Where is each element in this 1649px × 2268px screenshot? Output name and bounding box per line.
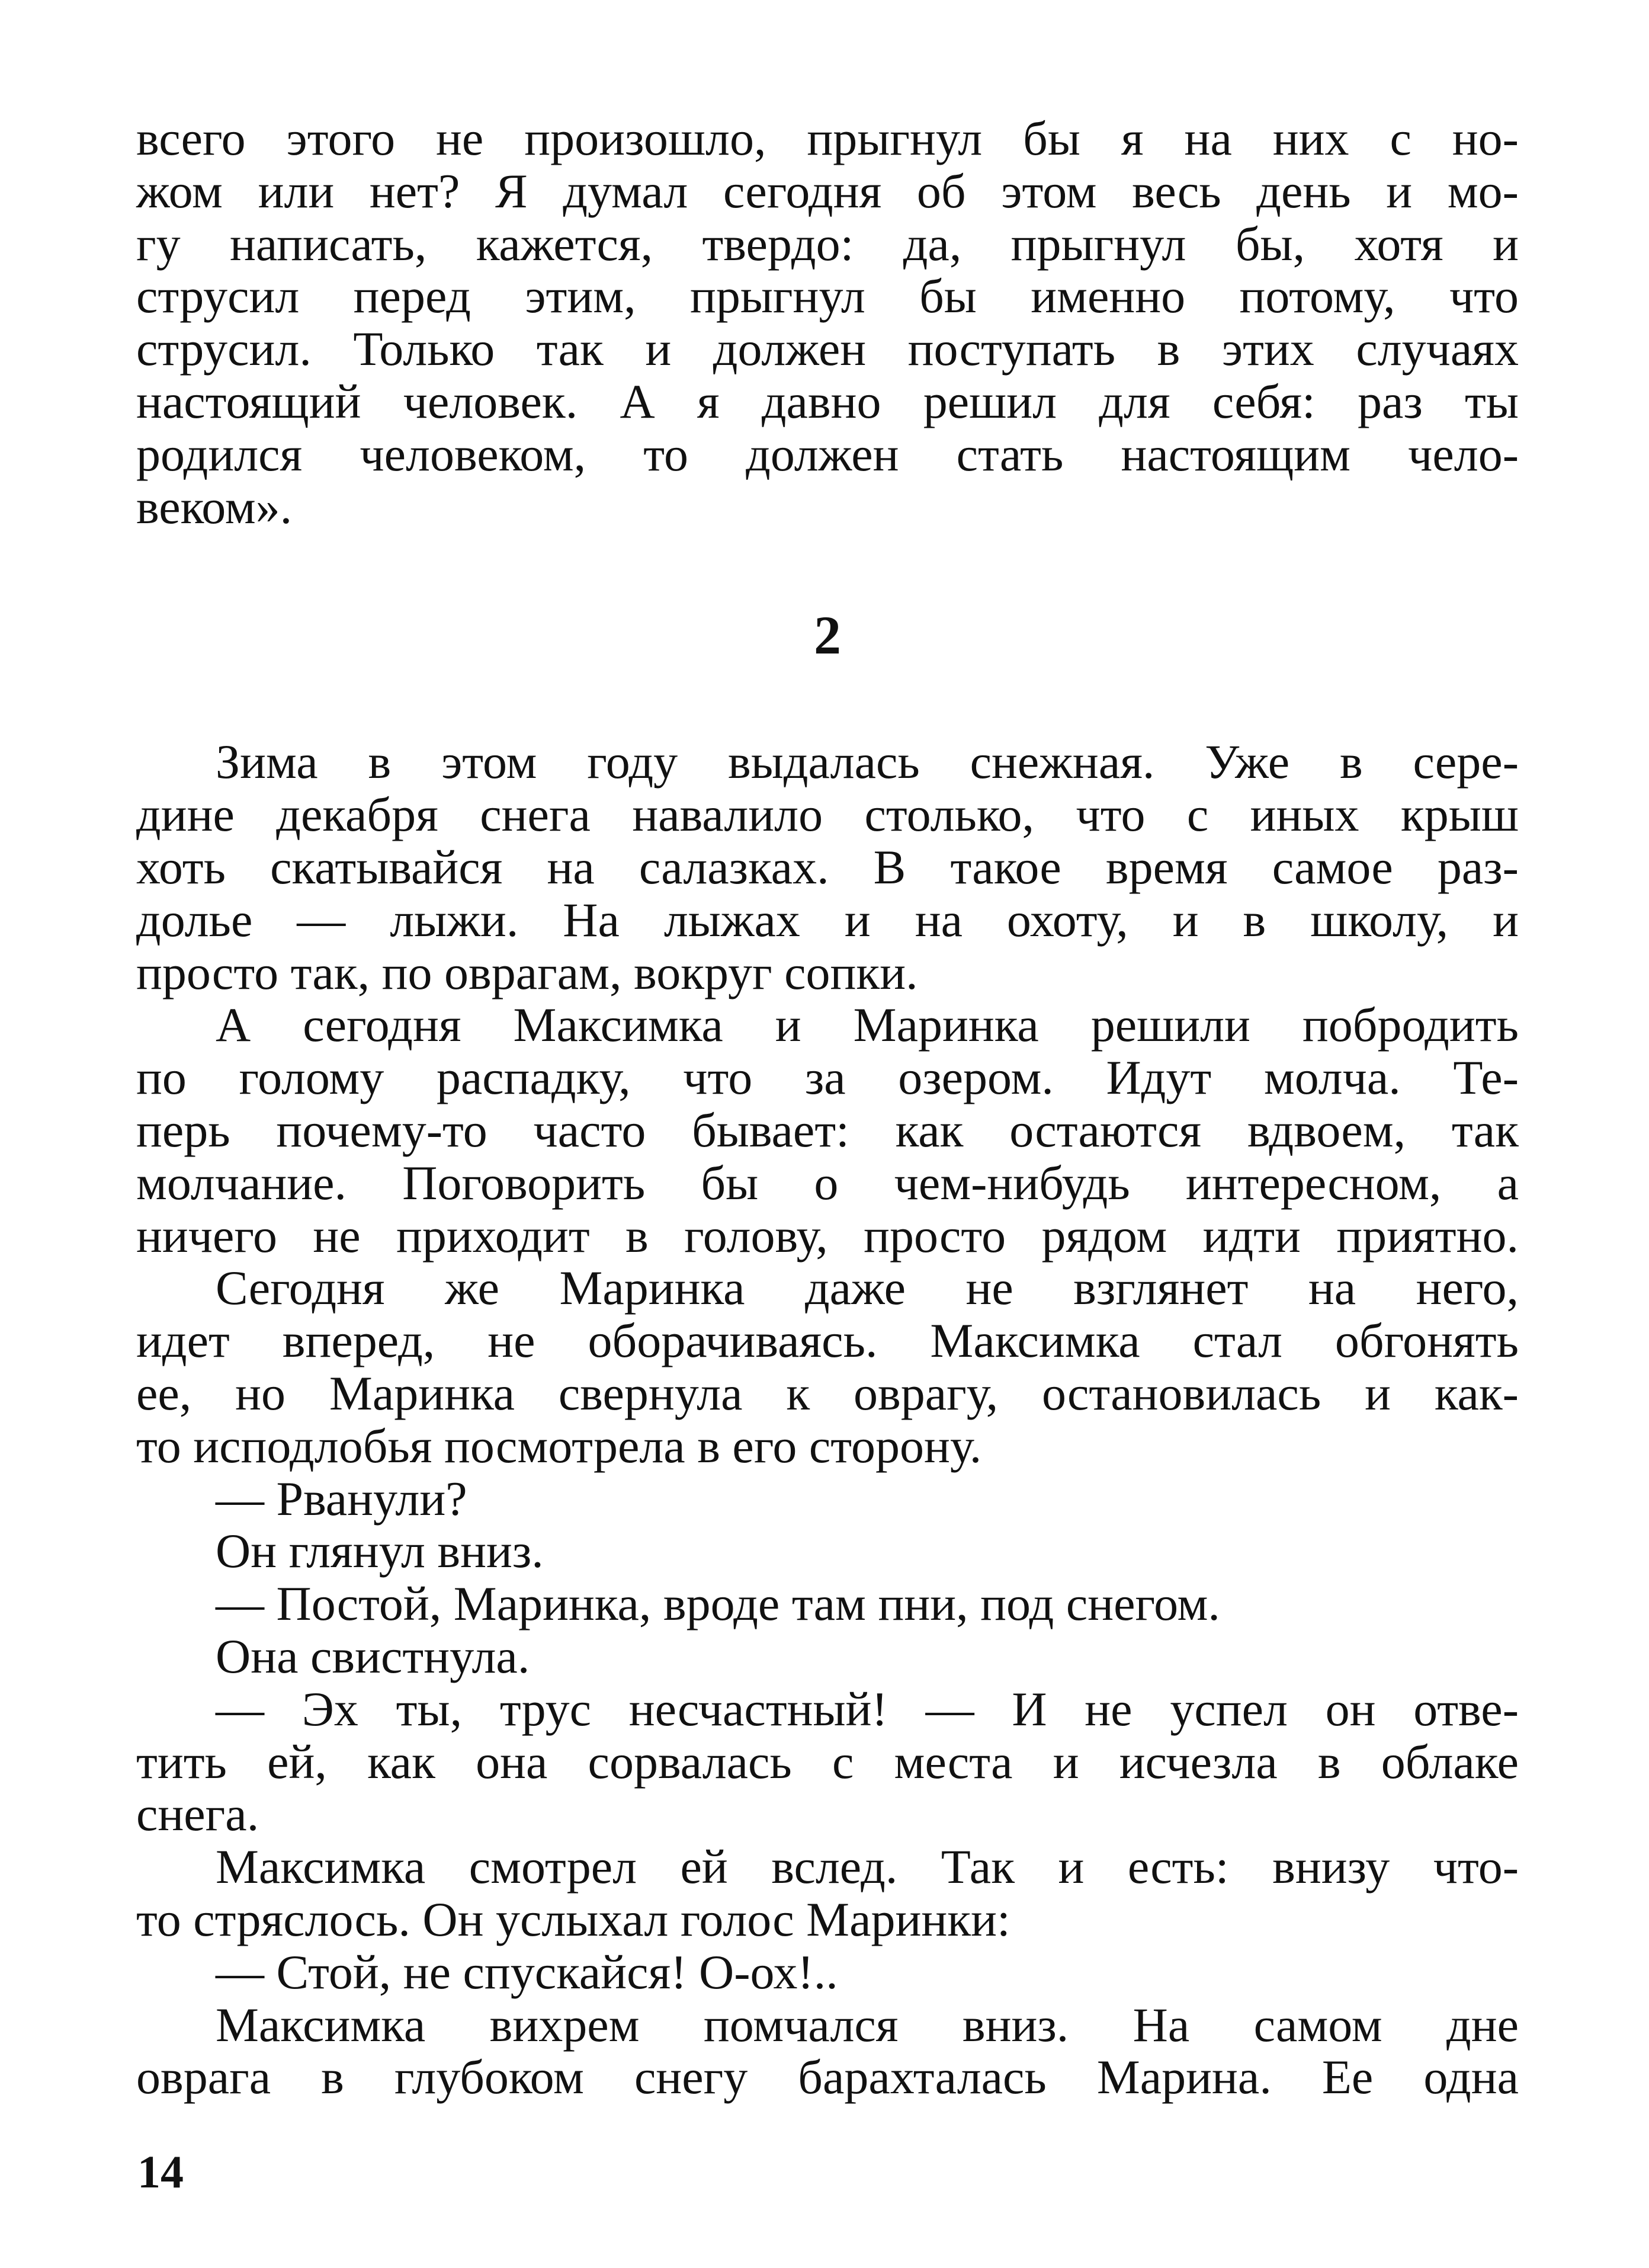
text-line: перь почему-то часто бывает: как остаются вдвоем, так xyxy=(136,1103,1519,1157)
text-line: настоящий человек. А я давно решил для себя: раз ты xyxy=(136,374,1519,428)
chapter-number: 2 xyxy=(814,605,841,666)
text-line: снега. xyxy=(136,1787,259,1841)
text-line: по голому распадку, что за озером. Идут молча. Те- xyxy=(136,1050,1519,1105)
text-line: Максимка смотрел ей вслед. Так и есть: внизу что- xyxy=(216,1840,1519,1894)
text-line: ничего не приходит в голову, просто рядом идти приятно. xyxy=(136,1208,1519,1263)
paragraph xyxy=(136,1841,1519,1946)
text-line: всего этого не произошло, прыгнул бы я на них с но- xyxy=(136,111,1519,165)
text-line: Он глянул вниз. xyxy=(216,1524,544,1578)
text-line: жом или нет? Я думал сегодня об этом весь день и мо- xyxy=(136,164,1519,218)
paragraph xyxy=(136,1630,1519,1683)
text-line: молчание. Поговорить бы о чем-нибудь интересном, а xyxy=(136,1155,1519,1210)
text-line: Она свистнула. xyxy=(216,1629,530,1683)
text-line: идет вперед, не оборачиваясь. Максимка стал обгонять xyxy=(136,1314,1519,1368)
page-text xyxy=(136,113,1519,2104)
dialogue-line xyxy=(136,1578,1519,1630)
text-line: Зима в этом году выдалась снежная. Уже в сере- xyxy=(216,735,1519,789)
text-line: струсил. Только так и должен поступать в этих случаях xyxy=(136,322,1519,376)
dialogue-line xyxy=(136,1946,1519,1999)
text-line: струсил перед этим, прыгнул бы именно потому, что xyxy=(136,269,1519,323)
paragraph xyxy=(136,736,1519,999)
text-line: родился человеком, то должен стать настоящим чело- xyxy=(136,427,1519,481)
text-line: Максимка вихрем помчался вниз. На самом дне xyxy=(216,1997,1519,2052)
text-line: — Постой, Маринка, вроде там пни, под снегом. xyxy=(216,1577,1220,1631)
text-line: тить ей, как она сорвалась с места и исчезла в облаке xyxy=(136,1734,1519,1789)
text-line: то исподлобья посмотрела в его сторону. xyxy=(136,1418,982,1473)
dialogue-line xyxy=(136,1683,1519,1841)
page-number: 14 xyxy=(137,2146,184,2197)
text-line: хоть скатывайся на салазках. В такое время самое раз- xyxy=(136,840,1519,894)
text-line: — Рванули? xyxy=(216,1471,467,1526)
paragraph xyxy=(136,1525,1519,1578)
text-line: ее, но Маринка свернула к оврагу, остановилась и как- xyxy=(136,1366,1519,1420)
text-line: А сегодня Максимка и Маринка решили побродить xyxy=(216,998,1519,1052)
text-line: дине декабря снега навалило столько, что с иных крыш xyxy=(136,787,1519,842)
text-line: Сегодня же Маринка даже не взглянет на него, xyxy=(216,1261,1519,1315)
text-line: оврага в глубоком снегу барахталась Марина. Ее одна xyxy=(136,2050,1519,2104)
dialogue-line xyxy=(136,1473,1519,1526)
paragraph xyxy=(136,1262,1519,1472)
paragraph-continued xyxy=(136,113,1519,533)
paragraph xyxy=(136,999,1519,1262)
text-line: — Стой, не спускайся! О-ох!.. xyxy=(216,1945,838,1999)
text-line: просто так, по оврагам, вокруг сопки. xyxy=(136,945,918,1000)
text-line: веком». xyxy=(136,479,293,534)
text-line: гу написать, кажется, твердо: да, прыгнул бы, хотя и xyxy=(136,216,1519,271)
text-line: — Эх ты, трус несчастный! — И не успел он отве- xyxy=(216,1681,1519,1736)
text-line: долье — лыжи. На лыжах и на охоту, и в школу, и xyxy=(136,892,1519,947)
text-line: то стряслось. Он услыхал голос Маринки: xyxy=(136,1892,1010,1946)
paragraph xyxy=(136,1999,1519,2104)
